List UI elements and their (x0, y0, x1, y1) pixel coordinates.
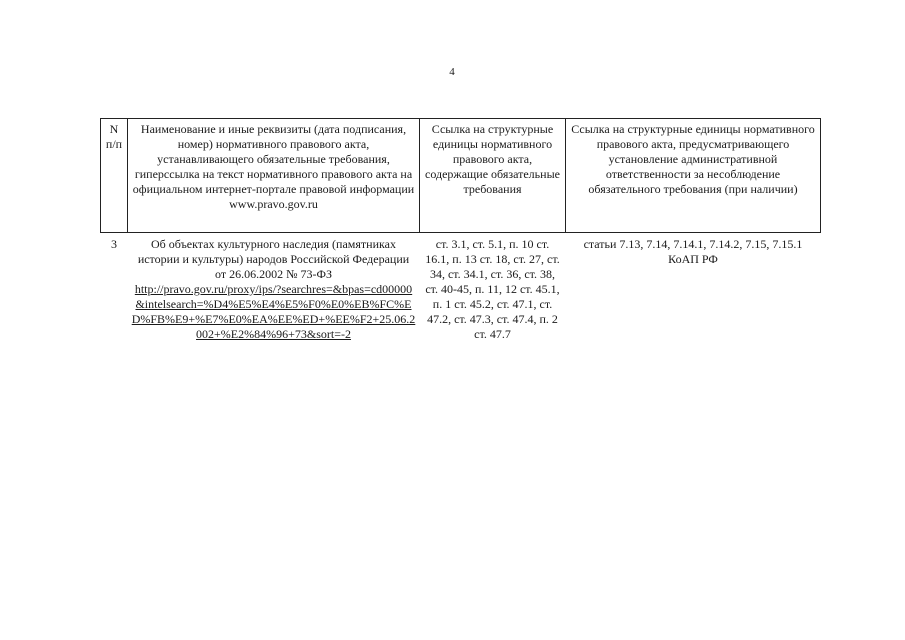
header-admin-responsibility (566, 119, 821, 233)
table-header-row (101, 119, 821, 233)
header-num-label: N п/п (105, 122, 123, 151)
act-hyperlink[interactable]: http://pravo.gov.ru/proxy/ips/?searchres=&bpas=cd00000&intelsearch=%D4%E5%E4%E5%F0%E0%EB%FC%ED%FB%E9+%E7%E0%EA%EE%ED+%EE%F2+25.06.2002+%E2%84%96+73&sort=-2 (131, 282, 416, 341)
header-name-label: Наименование и иные реквизиты (дата подписания, номер) нормативного правового акта, устанавливающего обязательные требования, гиперссылка на текст нормативного правового акта на официальном интернет-портале правовой информации (132, 122, 415, 196)
row-num: 3 (111, 237, 117, 251)
header-structural-units (420, 119, 566, 233)
header-struct-label: Ссылка на структурные единицы нормативного правового акта, содержащие обязательные требования (425, 122, 560, 196)
row-admin-responsibility: статьи 7.13, 7.14, 7.14.1, 7.14.2, 7.15, 7.15.1 КоАП РФ (583, 237, 803, 266)
act-title: Об объектах культурного наследия (памятниках истории и культуры) народов Российской Федерации (137, 237, 410, 266)
header-name-site: www.pravo.gov.ru (229, 197, 318, 211)
header-num (101, 119, 128, 233)
act-date: от 26.06.2002 № 73-ФЗ (214, 267, 333, 281)
requirements-table (100, 118, 821, 342)
page-number: 4 (449, 66, 455, 78)
row-structural-units: ст. 3.1, ст. 5.1, п. 10 ст. 16.1, п. 13 ст. 18, ст. 27, ст. 34, ст. 34.1, ст. 36, ст. 38, ст. 40-45, п. 11, 12 ст. 45.1, п. 1 ст. 45.2, ст. 47.1, ст. 47.2, ст. 47.3, ст. 47.4, п. 2 ст. 47.7 (425, 237, 560, 341)
header-admin-label: Ссылка на структурные единицы нормативного правового акта, предусматривающего установление административной ответственности за несоблюдение обязательного требования (при наличии) (571, 122, 815, 196)
row-act-name (128, 233, 420, 343)
header-name (128, 119, 420, 233)
table-row (101, 233, 821, 343)
